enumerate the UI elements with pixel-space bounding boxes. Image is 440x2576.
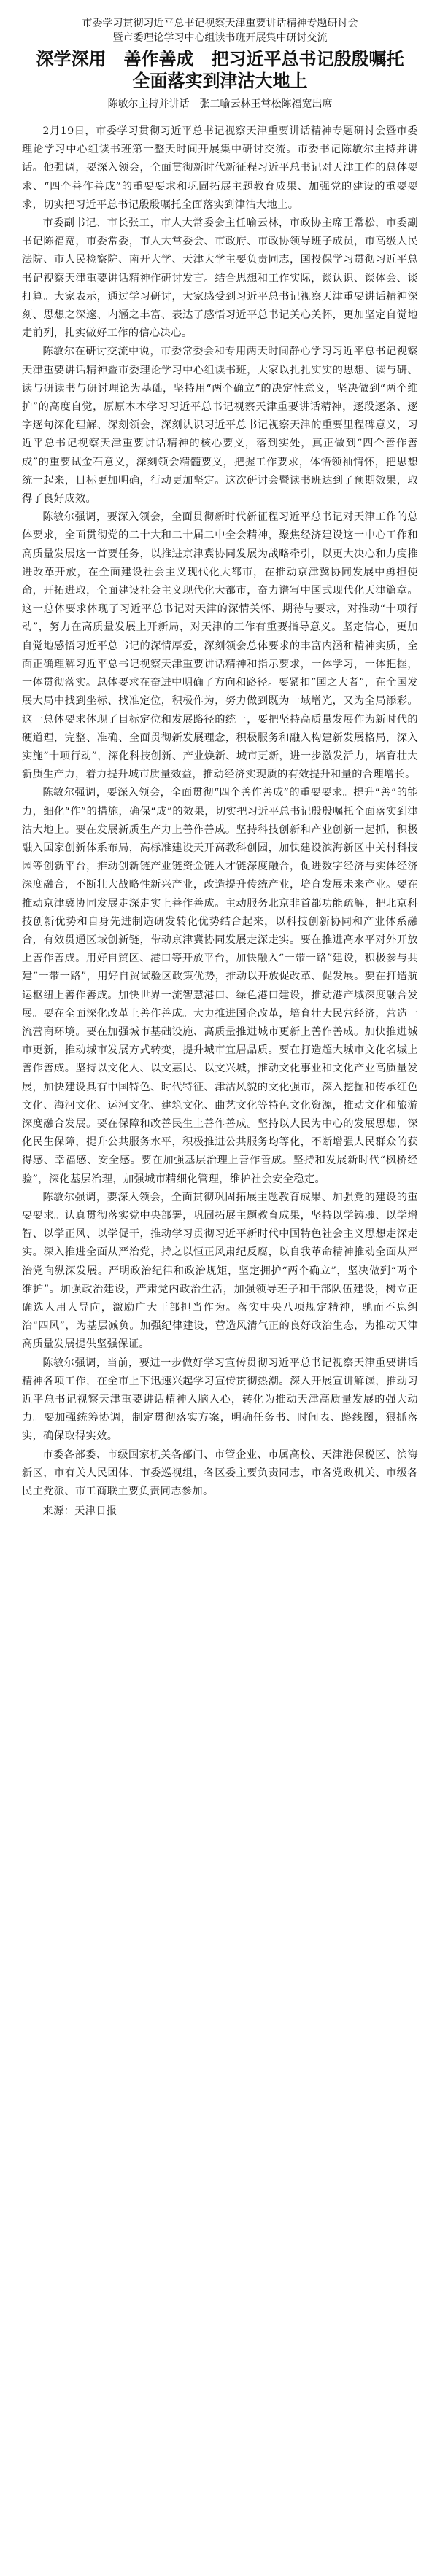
paragraph: 陈敏尔在研讨交流中说，市委常委会和专用两天时间静心学习习近平总书记视察天津重要讲话精神暨市委理论学习中心组读书班，大家以扎扎实实的思想、读与研、读与研读书与研讨理论为基础，坚持用“两个确立”的决定性意义，坚决做到“两个维护”的高度自觉，原原本本学习习近平总书记视察天津重要讲话精神，逐段逐条、逐字逐句深化理解、深刻领会，深刻认识习近平总书记视察天津的重要里程碑意义，习近平总书记视察天津重要讲话精神的核心要义，落到实处，真正做到“四个善作善成”的重要试金石意义，深刻领会精髓要义，把握工作要求，体悟领袖情怀，把思想统一起来，目标更加明确，行动更加坚定。这次研讨会暨读书班达到了预期效果，取得了良好成效。: [22, 346, 418, 505]
article-header: [22, 16, 418, 112]
paragraph: 市委副书记、市长张工，市人大常委会主任喻云林，市政协主席王常松，市委副书记陈福宽，市委常委，市人大常委会、市政府、市政协领导班子成员，市高级人民法院、市人民检察院、南开大学、天津大学主要负责同志，国投保学习贯彻习近平总书记视察天津重要讲话精神作研讨发言。结合思想和工作实际，谈认识、谈体会、谈打算。大家表示，通过学习研讨，大家感受到习近平总书记视察天津重要讲话精神深刻、思想之深邃、内涵之丰富、表达了感悟习近平总书记关心关怀，更加坚定自觉地走前列，扎实做好工作的信心决心。: [22, 217, 418, 340]
kicker-line-2: 暨市委理论学习中心组读书班开展集中研讨交流: [112, 32, 328, 44]
source-credit: 来源：天津日报: [42, 1505, 117, 1518]
paragraph: 陈敏尔强调，要深入领会，全面贯彻“四个善作善成”的重要要求。提升“善”的能力，细化“作”的措施，确保“成”的效果，切实把习近平总书记殷殷嘱托全面落实到津沽大地上。要在发展新质生产力上善作善成。坚持科技创新和产业创新一起抓，积极融入国家创新体系布局，高标准建设天开高教科创园，加快建设滨海新区中关村科技园等创新平台，推动创新链产业链资金链人才链深度融合，促进数字经济与实体经济深度融合，不断壮大战略性新兴产业，改造提升传统产业，培育发展未来产业。要在推动京津冀协同发展走深走实上善作善成。主动服务北京非首都功能疏解，把北京科技创新优势和自身先进制造研发转化优势结合起来，以科技创新协同和产业体系融合，有效贯通区域创新链，带动京津冀协同发展走深走实。要在推进高水平对外开放上善作善成。用好自贸区、港口等开放平台，加快融入“一带一路”建设，积极参与共建“一带一路”，用好自贸试验区政策优势，推动以开放促改革、促发展。要在打造航运枢纽上善作善成。加快世界一流智慧港口、绿色港口建设，推动港产城深度融合发展。要在全面深化改革上善作善成。大力推进国企改革，培育壮大民营经济，营造一流营商环境。要在加强城市基础设施、高质量推进城市更新上善作善成。加快推进城市更新，推动城市发展方式转变，提升城市宜居品质。要在打造超大城市文化名城上善作善成。坚持以文化人、以文惠民、以文兴城，推动文化事业和文化产业高质量发展，加快建设具有中国特色、时代特征、津沽风貌的文化强市，深入挖掘和传承红色文化、海河文化、运河文化、建筑文化、曲艺文化等特色文化资源，推动文化和旅游深度融合发展。要在保障和改善民生上善作善成。坚持以人民为中心的发展思想，深化民生保障，提升公共服务水平，积极推进公共服务均等化，不断增强人民群众的获得感、幸福感、安全感。要在加强基层治理上善作善成。坚持和发展新时代“枫桥经验”，深化基层治理，加强城市精细化管理，维护社会安全稳定。: [22, 787, 418, 1185]
paragraph: 2月19日，市委学习贯彻习近平总书记视察天津重要讲话精神专题研讨会暨市委理论学习中心组读书班第一整天时间开展集中研讨交流。市委书记陈敏尔主持并讲话。他强调，要深入领会，全面贯彻新时代新征程习近平总书记对天津工作的总体要求、“四个善作善成”的重要要求和巩固拓展主题教育成果、加强党的建设的重要要求，切实把习近平总书记殷殷嘱托全面落实到津沽大地上。: [22, 125, 418, 211]
headline-line-1: 深学深用 善作善成 把习近平总书记殷殷嘱托: [36, 49, 404, 69]
paragraph: 陈敏尔强调，要深入领会，全面贯彻巩固拓展主题教育成果、加强党的建设的重要要求。认真贯彻落实党中央部署，巩固拓展主题教育成果，坚持以学铸魂、以学增智、以学正风、以学促干，推动学习贯彻习近平新时代中国特色社会主义思想走深走实。深入推进全面从严治党，持之以恒正风肃纪反腐，以自我革命精神推动全面从严治党向纵深发展。严明政治纪律和政治规矩，坚定拥护“两个确立”，坚决做到“两个维护”。加强政治建设，严肃党内政治生活，加强领导班子和干部队伍建设，树立正确选人用人导向，激励广大干部担当作为。落实中央八项规定精神，驰而不息纠治“四风”，为基层减负。加强纪律建设，营造风清气正的良好政治生态，为推动天津高质量发展提供坚强保证。: [22, 1191, 418, 1351]
kicker-line-1: 市委学习贯彻习近平总书记视察天津重要讲话精神专题研讨会: [82, 18, 358, 29]
byline: 陈敏尔主持并讲话 张工喻云林王常松陈福宽出席: [107, 98, 333, 110]
paragraph: 陈敏尔强调，要深入领会，全面贯彻新时代新征程习近平总书记对天津工作的总体要求，全面贯彻党的二十大和二十届二中全会精神，聚焦经济建设这一中心工作和高质量发展这一首要任务，以推进京津冀协同发展为战略牵引，以更大决心和力度推进改革开放，在全面建设社会主义现代化大都市，在推动京津冀协同发展中勇担使命，开拓进取，全面建设社会主义现代化大都市，奋力谱写中国式现代化天津篇章。这一总体要求体现了习近平总书记对天津的深情关怀、期待与要求，对推动“十项行动”，努力在高质量发展上开新局，对天津的工作有重要指导意义。坚定信心，更加自觉地感悟习近平总书记的深情厚爱，深刻领会总体要求的丰富内涵和精神实质，全面正确理解习近平总书记视察天津重要讲话精神和指示要求，一体学习，一体把握，一体贯彻落实。总体要求在奋进中明确了方向和路径。要紧扣“国之大者”，在全国发展大局中找到坐标、找准定位，积极作为，努力做到既为一域增光，又为全局添彩。这一总体要求体现了目标定位和发展路径的统一，要把坚持高质量发展作为新时代的硬道理，完整、准确、全面贯彻新发展理念，积极服务和融入构建新发展格局，深入实施“十项行动”，深化科技创新、产业焕新、城市更新，进一步激发活力，培育壮大新质生产力，着力提升城市质量效益，推动经济实现质的有效提升和量的合理增长。: [22, 511, 418, 781]
paragraph: 陈敏尔强调，当前，要进一步做好学习宣传贯彻习近平总书记视察天津重要讲话精神各项工作，在全市上下迅速兴起学习宣传贯彻热潮。深入开展宣讲解读，推动习近平总书记视察天津重要讲话精神入脑入心，转化为推动天津高质量发展的强大动力。要加强统筹协调，制定贯彻落实方案，明确任务书、时间表、路线图，狠抓落实，确保取得实效。: [22, 1357, 418, 1443]
article-body: [22, 123, 418, 1521]
headline-line-2: 全面落实到津沽大地上: [132, 71, 308, 91]
paragraph: 市委各部委、市级国家机关各部门、市管企业、市属高校、天津港保税区、滨海新区，市有关人民团体、市委巡视组，各区委主要负责同志，市各党政机关、市级各民主党派、市工商联主要负责同志参加。: [22, 1448, 418, 1498]
